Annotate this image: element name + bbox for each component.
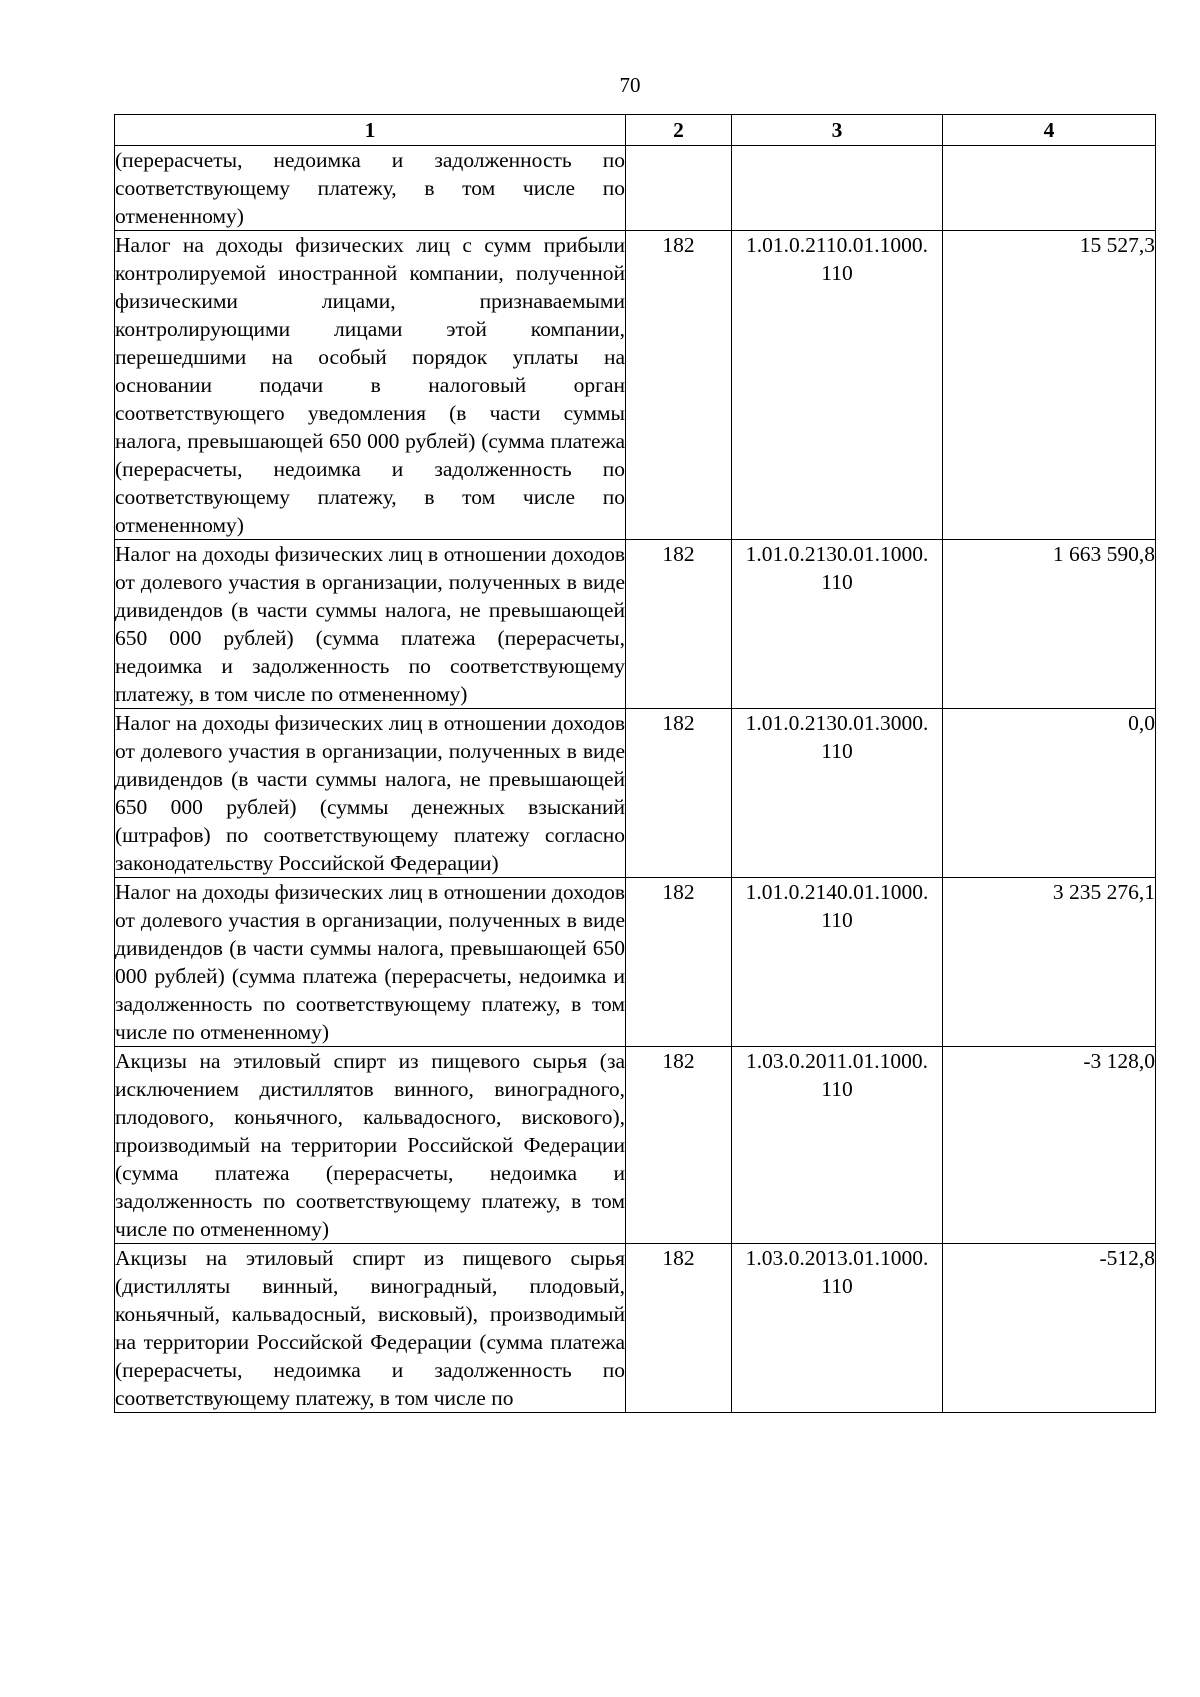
row-amount: 0,0: [943, 709, 1156, 878]
table-header-row: [115, 115, 1156, 146]
row-name-cell: [115, 231, 626, 540]
row-admin-code: 182: [626, 878, 732, 1047]
table-row: [115, 1047, 1156, 1244]
row-budget-code: 1.01.0.2130.01.1000. 110: [732, 540, 943, 709]
row-admin-code: 182: [626, 709, 732, 878]
row-budget-code: 1.01.0.2140.01.1000. 110: [732, 878, 943, 1047]
row-budget-code: 1.03.0.2013.01.1000. 110: [732, 1244, 943, 1413]
row-amount: 15 527,3: [943, 231, 1156, 540]
table-row: [115, 146, 1156, 231]
row-budget-code: 1.01.0.2130.01.3000. 110: [732, 709, 943, 878]
row-budget-code: 1.03.0.2011.01.1000. 110: [732, 1047, 943, 1244]
row-name: Акцизы на этиловый спирт из пищевого сырья (за исключением дистиллятов винного, виноградного, плодового, коньячного, кальвадосного, вискового), производимый на территории Российской Федерации (сумма платежа (перерасчеты, недоимка и задолженность по соответствующему платежу, в том числе по отмененному): [115, 1049, 625, 1241]
row-name: Налог на доходы физических лиц в отношении доходов от долевого участия в организации, полученных в виде дивидендов (в части суммы налога, не превышающей 650 000 рублей) (сумма платежа (перерасчеты, недоимка и задолженность по соответствующему платежу, в том числе по отмененному): [115, 542, 625, 706]
row-amount: -512,8: [943, 1244, 1156, 1413]
row-amount: [943, 146, 1156, 231]
row-budget-code: 1.01.0.2110.01.1000. 110: [732, 231, 943, 540]
row-admin-code: [626, 146, 732, 231]
table-row: [115, 1244, 1156, 1413]
row-name: Акцизы на этиловый спирт из пищевого сырья (дистилляты винный, виноградный, плодовый, коньячный, кальвадосный, висковый), производимый на территории Российской Федерации (сумма платежа (перерасчеты, недоимка и задолженность по соответствующему платежу, в том числе по: [115, 1246, 625, 1410]
row-amount: 1 663 590,8: [943, 540, 1156, 709]
row-admin-code: 182: [626, 540, 732, 709]
row-name: Налог на доходы физических лиц в отношении доходов от долевого участия в организации, полученных в виде дивидендов (в части суммы налога, не превышающей 650 000 рублей) (суммы денежных взысканий (штрафов) по соответствующему платежу согласно законодательству Российской Федерации): [115, 711, 625, 875]
row-name-cell: [115, 146, 626, 231]
row-amount: -3 128,0: [943, 1047, 1156, 1244]
table-row: [115, 878, 1156, 1047]
row-name: Налог на доходы физических лиц в отношении доходов от долевого участия в организации, полученных в виде дивидендов (в части суммы налога, превышающей 650 000 рублей) (сумма платежа (перерасчеты, недоимка и задолженность по соответствующему платежу, в том числе по отмененному): [115, 880, 625, 1044]
column-header-2: 2: [626, 115, 732, 146]
row-admin-code: 182: [626, 1047, 732, 1244]
column-header-4: 4: [943, 115, 1156, 146]
row-name: (перерасчеты, недоимка и задолженность по соответствующему платежу, в том числе по отмененному): [115, 148, 625, 228]
table-row: [115, 709, 1156, 878]
row-name-cell: [115, 709, 626, 878]
row-name-cell: [115, 1047, 626, 1244]
row-name-cell: [115, 1244, 626, 1413]
table-row: [115, 231, 1156, 540]
column-header-1: 1: [115, 115, 626, 146]
page-number: 70: [619, 73, 641, 97]
row-admin-code: 182: [626, 231, 732, 540]
row-admin-code: 182: [626, 1244, 732, 1413]
table-row: [115, 540, 1156, 709]
revenue-table: [114, 114, 1156, 1413]
row-name-cell: [115, 540, 626, 709]
row-name-cell: [115, 878, 626, 1047]
row-name: Налог на доходы физических лиц с сумм прибыли контролируемой иностранной компании, полученной физическими лицами, признаваемыми контролирующими лицами этой компании, перешедшими на особый порядок уплаты на основании подачи в налоговый орган соответствующего уведомления (в части суммы налога, превышающей 650 000 рублей) (сумма платежа (перерасчеты, недоимка и задолженность по соответствующему платежу, в том числе по отмененному): [115, 233, 625, 537]
row-budget-code: [732, 146, 943, 231]
column-header-3: 3: [732, 115, 943, 146]
row-amount: 3 235 276,1: [943, 878, 1156, 1047]
